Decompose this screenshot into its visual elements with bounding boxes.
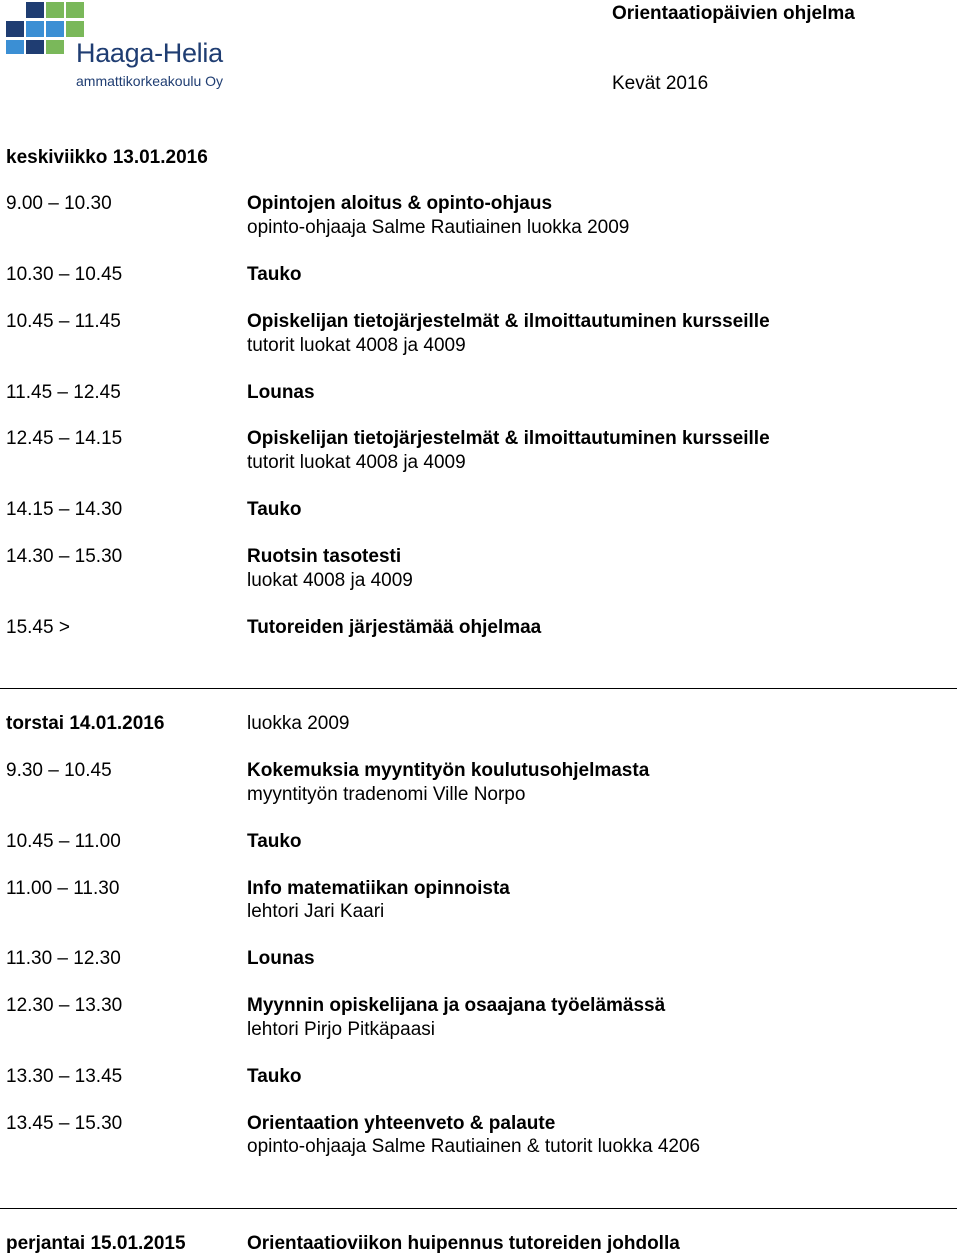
haaga-helia-logo <box>6 2 236 94</box>
logo-subtitle: ammattikorkeakoulu Oy <box>76 73 224 89</box>
schedule-title: Lounas <box>247 382 315 403</box>
schedule-time: 14.15 – 14.30 <box>6 499 123 520</box>
schedule-time: 14.30 – 15.30 <box>6 546 123 567</box>
schedule-title: Orientaation yhteenveto & palaute <box>247 1113 556 1134</box>
schedule-time: 10.45 – 11.45 <box>6 311 121 332</box>
schedule-title: Opiskelijan tietojärjestelmät & ilmoittautuminen kursseille <box>247 428 770 449</box>
schedule-title: Tauko <box>247 499 302 520</box>
schedule-detail: lehtori Pirjo Pitkäpaasi <box>247 1019 435 1040</box>
schedule-detail: lehtori Jari Kaari <box>247 901 385 922</box>
schedule-time: 9.00 – 10.30 <box>6 193 112 214</box>
schedule-title: Opiskelijan tietojärjestelmät & ilmoittautuminen kursseille <box>247 311 770 332</box>
schedule-title: Lounas <box>247 948 315 969</box>
schedule-title: Info matematiikan opinnoista <box>247 878 510 899</box>
section-divider <box>0 688 957 689</box>
schedule-time: 11.45 – 12.45 <box>6 382 121 403</box>
day-note: luokka 2009 <box>247 713 350 734</box>
schedule-detail: luokat 4008 ja 4009 <box>247 570 413 591</box>
schedule-title: Ruotsin tasotesti <box>247 546 402 567</box>
schedule-detail: opinto-ohjaaja Salme Rautiainen luokka 2009 <box>247 217 630 238</box>
schedule-title: Tutoreiden järjestämää ohjelmaa <box>247 617 542 638</box>
document-title: Orientaatiopäivien ohjelma <box>612 3 855 24</box>
schedule-time: 11.00 – 11.30 <box>6 878 120 899</box>
schedule-time: 9.30 – 10.45 <box>6 760 112 781</box>
day-heading: torstai 14.01.2016 <box>6 713 165 734</box>
schedule-detail: opinto-ohjaaja Salme Rautiainen & tutorit luokka 4206 <box>247 1136 701 1157</box>
schedule-detail: tutorit luokat 4008 ja 4009 <box>247 452 466 473</box>
schedule-time: 12.30 – 13.30 <box>6 995 123 1016</box>
schedule-time: 15.45 > <box>6 617 70 638</box>
schedule-title: Tauko <box>247 264 302 285</box>
day-heading: perjantai 15.01.2015 <box>6 1233 186 1254</box>
section-divider <box>0 1208 957 1209</box>
document-term: Kevät 2016 <box>612 73 709 94</box>
schedule-time: 10.45 – 11.00 <box>6 831 121 852</box>
schedule-title: Kokemuksia myyntityön koulutusohjelmasta <box>247 760 650 781</box>
schedule-time: 13.45 – 15.30 <box>6 1113 123 1134</box>
day-note: Orientaatioviikon huipennus tutoreiden johdolla <box>247 1233 680 1254</box>
logo-name: Haaga-Helia <box>76 38 223 68</box>
schedule-title: Myynnin opiskelijana ja osaajana työelämässä <box>247 995 666 1016</box>
schedule-time: 13.30 – 13.45 <box>6 1066 123 1087</box>
schedule-title: Tauko <box>247 1066 302 1087</box>
schedule-title: Tauko <box>247 831 302 852</box>
schedule-time: 10.30 – 10.45 <box>6 264 123 285</box>
schedule-detail: tutorit luokat 4008 ja 4009 <box>247 335 466 356</box>
day-heading: keskiviikko 13.01.2016 <box>6 147 208 168</box>
schedule-time: 11.30 – 12.30 <box>6 948 121 969</box>
schedule-detail: myyntityön tradenomi Ville Norpo <box>247 784 526 805</box>
schedule-title: Opintojen aloitus & opinto-ohjaus <box>247 193 553 214</box>
schedule-time: 12.45 – 14.15 <box>6 428 123 449</box>
